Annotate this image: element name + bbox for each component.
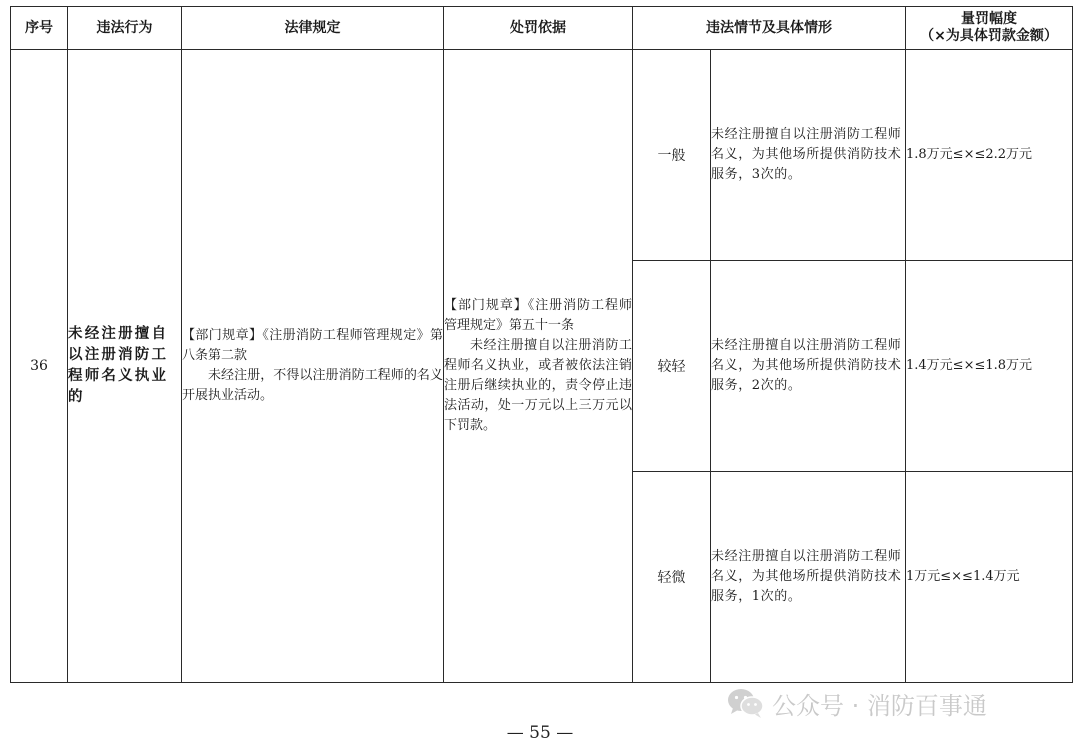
level-cell-general: 一般 (633, 50, 711, 261)
legal-provision-text: 未经注册，不得以注册消防工程师的名义开展执业活动。 (182, 368, 443, 403)
page-number: — 55 — (506, 723, 574, 743)
wechat-icon (726, 687, 766, 719)
level-cell-slight: 轻微 (633, 472, 711, 683)
penalty-basis-text: 未经注册擅自以注册消防工程师名义执业，或者被依法注销注册后继续执业的，责令停止违法活动，处一万元以上三万元以下罚款。 (444, 338, 632, 433)
penalty-basis-cell (444, 50, 633, 683)
penalty-table (10, 6, 1073, 683)
detail-cell-minor: 未经注册擅自以注册消防工程师名义，为其他场所提供消防技术服务，2次的。 (711, 261, 906, 472)
header-range-line2: （×为具体罚款金额） (920, 28, 1058, 44)
header-range (906, 7, 1073, 50)
header-basis: 处罚依据 (444, 7, 633, 50)
header-law: 法律规定 (182, 7, 444, 50)
seq-cell: 36 (11, 50, 68, 683)
range-cell-slight: 1万元≤×≤1.4万元 (906, 472, 1073, 683)
level-cell-minor: 较轻 (633, 261, 711, 472)
detail-cell-general: 未经注册擅自以注册消防工程师名义，为其他场所提供消防技术服务，3次的。 (711, 50, 906, 261)
detail-cell-slight: 未经注册擅自以注册消防工程师名义，为其他场所提供消防技术服务，1次的。 (711, 472, 906, 683)
watermark-text: 公众号 · 消防百事通 (772, 691, 987, 720)
range-cell-general: 1.8万元≤×≤2.2万元 (906, 50, 1073, 261)
table-row (11, 50, 1073, 261)
table-header-row (11, 7, 1073, 50)
legal-provision-source: 【部门规章】《注册消防工程师管理规定》第八条第二款 (182, 328, 443, 363)
header-act: 违法行为 (68, 7, 182, 50)
violation-cell: 未经注册擅自以注册消防工程师名义执业的 (68, 50, 182, 683)
legal-provision-cell (182, 50, 444, 683)
header-range-line1: 量罚幅度 (961, 11, 1017, 27)
penalty-basis-source: 【部门规章】《注册消防工程师管理规定》第五十一条 (444, 298, 632, 333)
header-seq: 序号 (11, 7, 68, 50)
watermark (726, 686, 987, 720)
range-cell-minor: 1.4万元≤×≤1.8万元 (906, 261, 1073, 472)
header-circumstance: 违法情节及具体情形 (633, 7, 906, 50)
